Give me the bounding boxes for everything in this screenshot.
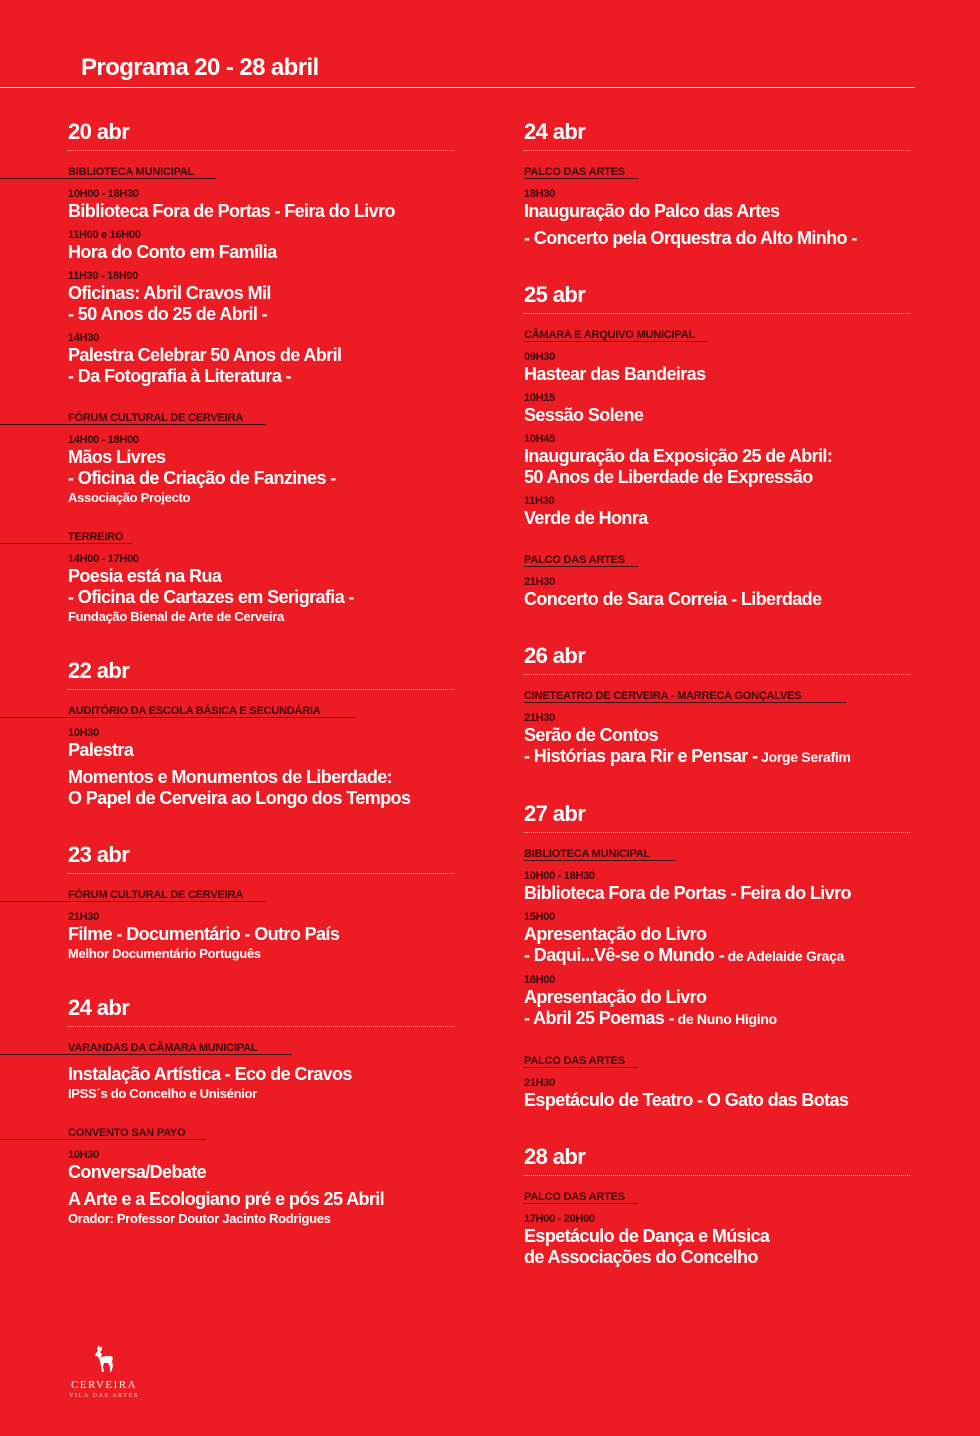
event-subtitle: 50 Anos de Liberdade de Expressão [524, 467, 813, 487]
event [524, 392, 944, 426]
event-time: 21H30 [68, 911, 99, 923]
event-subtitle: - Da Fotografia à Literatura - [68, 366, 292, 386]
day-title: 24 abr [68, 995, 130, 1020]
venue-underline [0, 424, 266, 425]
event [68, 188, 478, 222]
event-title: Biblioteca Fora de Portas - Feira do Livro [524, 883, 851, 903]
venue-name: PALCO DAS ARTES [524, 554, 625, 566]
event-time: 11H30 - 18H00 [68, 270, 139, 282]
venue-name: CÂMARA E ARQUIVO MUNICIPAL [524, 329, 695, 341]
event-time: 11H00 e 16H00 [68, 229, 141, 241]
venue-biblioteca-municipal [524, 844, 944, 863]
venue-name: PALCO DAS ARTES [524, 166, 625, 178]
event [68, 727, 478, 809]
dotted-divider [68, 1026, 454, 1027]
venue-underline [524, 1203, 638, 1204]
venue-convento [68, 1123, 478, 1142]
event-time: 10H30 [68, 727, 99, 739]
event-title: Conversa/Debate [68, 1162, 207, 1182]
event-title: Verde de Honra [524, 508, 648, 528]
day-title: 20 abr [68, 119, 130, 144]
venue-underline [0, 1054, 292, 1055]
venue-underline [524, 178, 638, 179]
event-title: Inauguração do Palco das Artes [524, 201, 780, 221]
event-subtitle [524, 1008, 944, 1030]
day-28-abr [524, 1143, 944, 1268]
event-subtitle: O Papel de Cerveira ao Longo dos Tempos [68, 788, 411, 808]
event-time: 17H00 - 20H00 [524, 1213, 595, 1225]
event-time: 15H00 [524, 911, 555, 923]
event-time: 10H30 [68, 1149, 99, 1161]
venue-name: AUDITÓRIO DA ESCOLA BÁSICA E SECUNDÁRIA [68, 705, 321, 717]
event-speaker: Orador: Professor Doutor Jacinto Rodrigues [68, 1211, 331, 1226]
logo-wordmark: CERVEIRA [70, 1379, 138, 1391]
venue-underline [524, 1067, 638, 1068]
deer-icon [91, 1344, 117, 1374]
venue-name: TERREIRO [68, 531, 124, 543]
event-time: 14H00 - 17H00 [68, 553, 139, 565]
venue-underline [0, 717, 356, 718]
dotted-divider [68, 689, 454, 690]
day-title: 28 abr [524, 1144, 586, 1169]
event-title: Sessão Solene [524, 405, 644, 425]
venue-name: PALCO DAS ARTES [524, 1191, 625, 1203]
event [68, 1064, 478, 1102]
venue-name: PALCO DAS ARTES [524, 1055, 625, 1067]
header-divider [0, 87, 915, 88]
dotted-divider [68, 873, 454, 874]
dotted-divider [524, 150, 910, 151]
venue-forum-cultural [68, 885, 478, 904]
event-time: 14H30 [68, 332, 99, 344]
venue-underline [0, 543, 132, 544]
dotted-divider [524, 674, 910, 675]
event [68, 911, 478, 962]
event-subtitle: - Oficina de Cartazes em Serigrafia - [68, 587, 354, 607]
event [524, 495, 944, 529]
venue-name: BIBLIOTECA MUNICIPAL [524, 848, 651, 860]
day-title: 23 abr [68, 842, 130, 867]
event-title: Hora do Conto em Família [68, 242, 277, 262]
event-title: Instalação Artística - Eco de Cravos [68, 1064, 352, 1084]
event-title: Apresentação do Livro [524, 987, 707, 1007]
venue-underline [0, 1139, 206, 1140]
event-subtitle: - Concerto pela Orquestra do Alto Minho - [524, 228, 857, 248]
venue-biblioteca-municipal [68, 162, 478, 181]
dotted-divider [68, 150, 454, 151]
cerveira-logo [68, 1344, 140, 1400]
event-subtitle: de Associações do Concelho [524, 1247, 758, 1267]
venue-name: FÓRUM CULTURAL DE CERVEIRA [68, 889, 244, 901]
event-title: Oficinas: Abril Cravos Mil [68, 283, 271, 303]
event-time: 21H30 [524, 576, 555, 588]
event [524, 188, 944, 249]
left-column [68, 118, 478, 1227]
event-organizer: Melhor Documentário Português [68, 946, 261, 961]
event [524, 1077, 944, 1111]
venue-camara-arquivo [524, 325, 944, 344]
day-24-abr [524, 118, 944, 249]
event-title: Filme - Documentário - Outro País [68, 924, 340, 944]
event-time: 10H00 - 18H30 [68, 188, 139, 200]
event-time: 14H00 - 18H00 [68, 434, 139, 446]
event [524, 712, 944, 768]
day-24-abr [68, 994, 478, 1227]
event-organizer: Associação Projecto [68, 490, 191, 505]
dotted-divider [524, 1175, 910, 1176]
event-subtitle: A Arte e a Ecologiano pré e pós 25 Abril [68, 1189, 385, 1209]
event [524, 433, 944, 488]
venue-palco-das-artes [524, 1051, 944, 1070]
event-time: 09H30 [524, 351, 555, 363]
event-subtitle-main: - Histórias para Rir e Pensar - [524, 746, 758, 766]
event-title: Espetáculo de Dança e Música [524, 1226, 770, 1246]
event-title: Poesia está na Rua [68, 566, 222, 586]
event-time: 21H30 [524, 1077, 555, 1089]
event [68, 553, 478, 625]
event-subtitle [524, 945, 944, 967]
event-time: 18H30 [524, 188, 555, 200]
event-subtitle: - 50 Anos do 25 de Abril - [68, 304, 268, 324]
venue-underline [524, 566, 638, 567]
venue-name: CONVENTO SAN PAYO [68, 1127, 186, 1139]
event-time: 21H30 [524, 712, 555, 724]
day-title: 27 abr [524, 801, 586, 826]
event-time: 10H45 [524, 433, 555, 445]
venue-terreiro [68, 527, 478, 546]
venue-underline [524, 341, 708, 342]
day-title: 22 abr [68, 658, 130, 683]
day-26-abr [524, 642, 944, 768]
day-title: 25 abr [524, 282, 586, 307]
event-time: 10H00 - 18H30 [524, 870, 595, 882]
day-title: 24 abr [524, 119, 586, 144]
event-subtitle: - Oficina de Criação de Fanzines - [68, 468, 336, 488]
event-subtitle [524, 746, 944, 768]
dotted-divider [524, 313, 910, 314]
venue-palco-das-artes [524, 550, 944, 569]
venue-name: BIBLIOTECA MUNICIPAL [68, 166, 195, 178]
event-subtitle: Momentos e Monumentos de Liberdade: [68, 767, 393, 787]
event-author: de Nuno Higino [674, 1011, 777, 1027]
day-22-abr [68, 657, 478, 809]
event [68, 270, 478, 325]
venue-palco-das-artes [524, 1187, 944, 1206]
event-title: Palestra Celebrar 50 Anos de Abril [68, 345, 342, 365]
venue-name: CINETEATRO DE CERVEIRA - MARRECA GONÇALVES [524, 690, 802, 702]
event-time: 11H30 [524, 495, 555, 507]
event-organizer: Fundação Bienal de Arte de Cerveira [68, 609, 284, 624]
venue-underline [0, 178, 216, 179]
event-organizer: IPSS´s do Concelho e Unisénior [68, 1086, 257, 1101]
event-title: Inauguração da Exposição 25 de Abril: [524, 446, 833, 466]
event-subtitle-main: - Abril 25 Poemas - [524, 1008, 674, 1028]
event-title: Apresentação do Livro [524, 924, 707, 944]
event [68, 332, 478, 387]
day-23-abr [68, 841, 478, 962]
venue-auditorio [68, 701, 478, 720]
event [524, 870, 944, 904]
venue-underline [524, 860, 676, 861]
dotted-divider [524, 832, 910, 833]
header [0, 0, 980, 90]
day-title: 26 abr [524, 643, 586, 668]
event-title: Serão de Contos [524, 725, 659, 745]
event [524, 576, 944, 610]
event [68, 434, 478, 506]
venue-underline [0, 901, 266, 902]
event [524, 911, 944, 967]
event-time: 16H00 [524, 974, 555, 986]
event-title: Mãos Livres [68, 447, 166, 467]
venue-name: VARANDAS DA CÂMARA MUNICIPAL [68, 1042, 258, 1054]
event-title: Biblioteca Fora de Portas - Feira do Livro [68, 201, 395, 221]
event-title: Palestra [68, 740, 134, 760]
logo-tagline: VILA DAS ARTES [69, 1393, 139, 1399]
venue-cineteatro [524, 686, 944, 705]
event-subtitle-main: - Daqui...Vê-se o Mundo - [524, 945, 724, 965]
venue-varandas [68, 1038, 478, 1057]
event-title: Concerto de Sara Correia - Liberdade [524, 589, 822, 609]
venue-forum-cultural [68, 408, 478, 427]
venue-palco-das-artes [524, 162, 944, 181]
day-25-abr [524, 281, 944, 610]
event-title: Hastear das Bandeiras [524, 364, 706, 384]
page-title: Programa 20 - 28 abril [81, 54, 319, 81]
day-20-abr [68, 118, 478, 625]
event [524, 351, 944, 385]
event-title: Espetáculo de Teatro - O Gato das Botas [524, 1090, 849, 1110]
event-author: de Adelaide Graça [724, 948, 845, 964]
event [68, 229, 478, 263]
event-time: 10H15 [524, 392, 555, 404]
right-column [524, 118, 944, 1268]
event [524, 1213, 944, 1268]
event-author: Jorge Serafim [757, 749, 851, 765]
event [524, 974, 944, 1030]
event [68, 1149, 478, 1227]
day-27-abr [524, 800, 944, 1111]
venue-name: FÓRUM CULTURAL DE CERVEIRA [68, 412, 244, 424]
venue-underline [524, 702, 846, 703]
